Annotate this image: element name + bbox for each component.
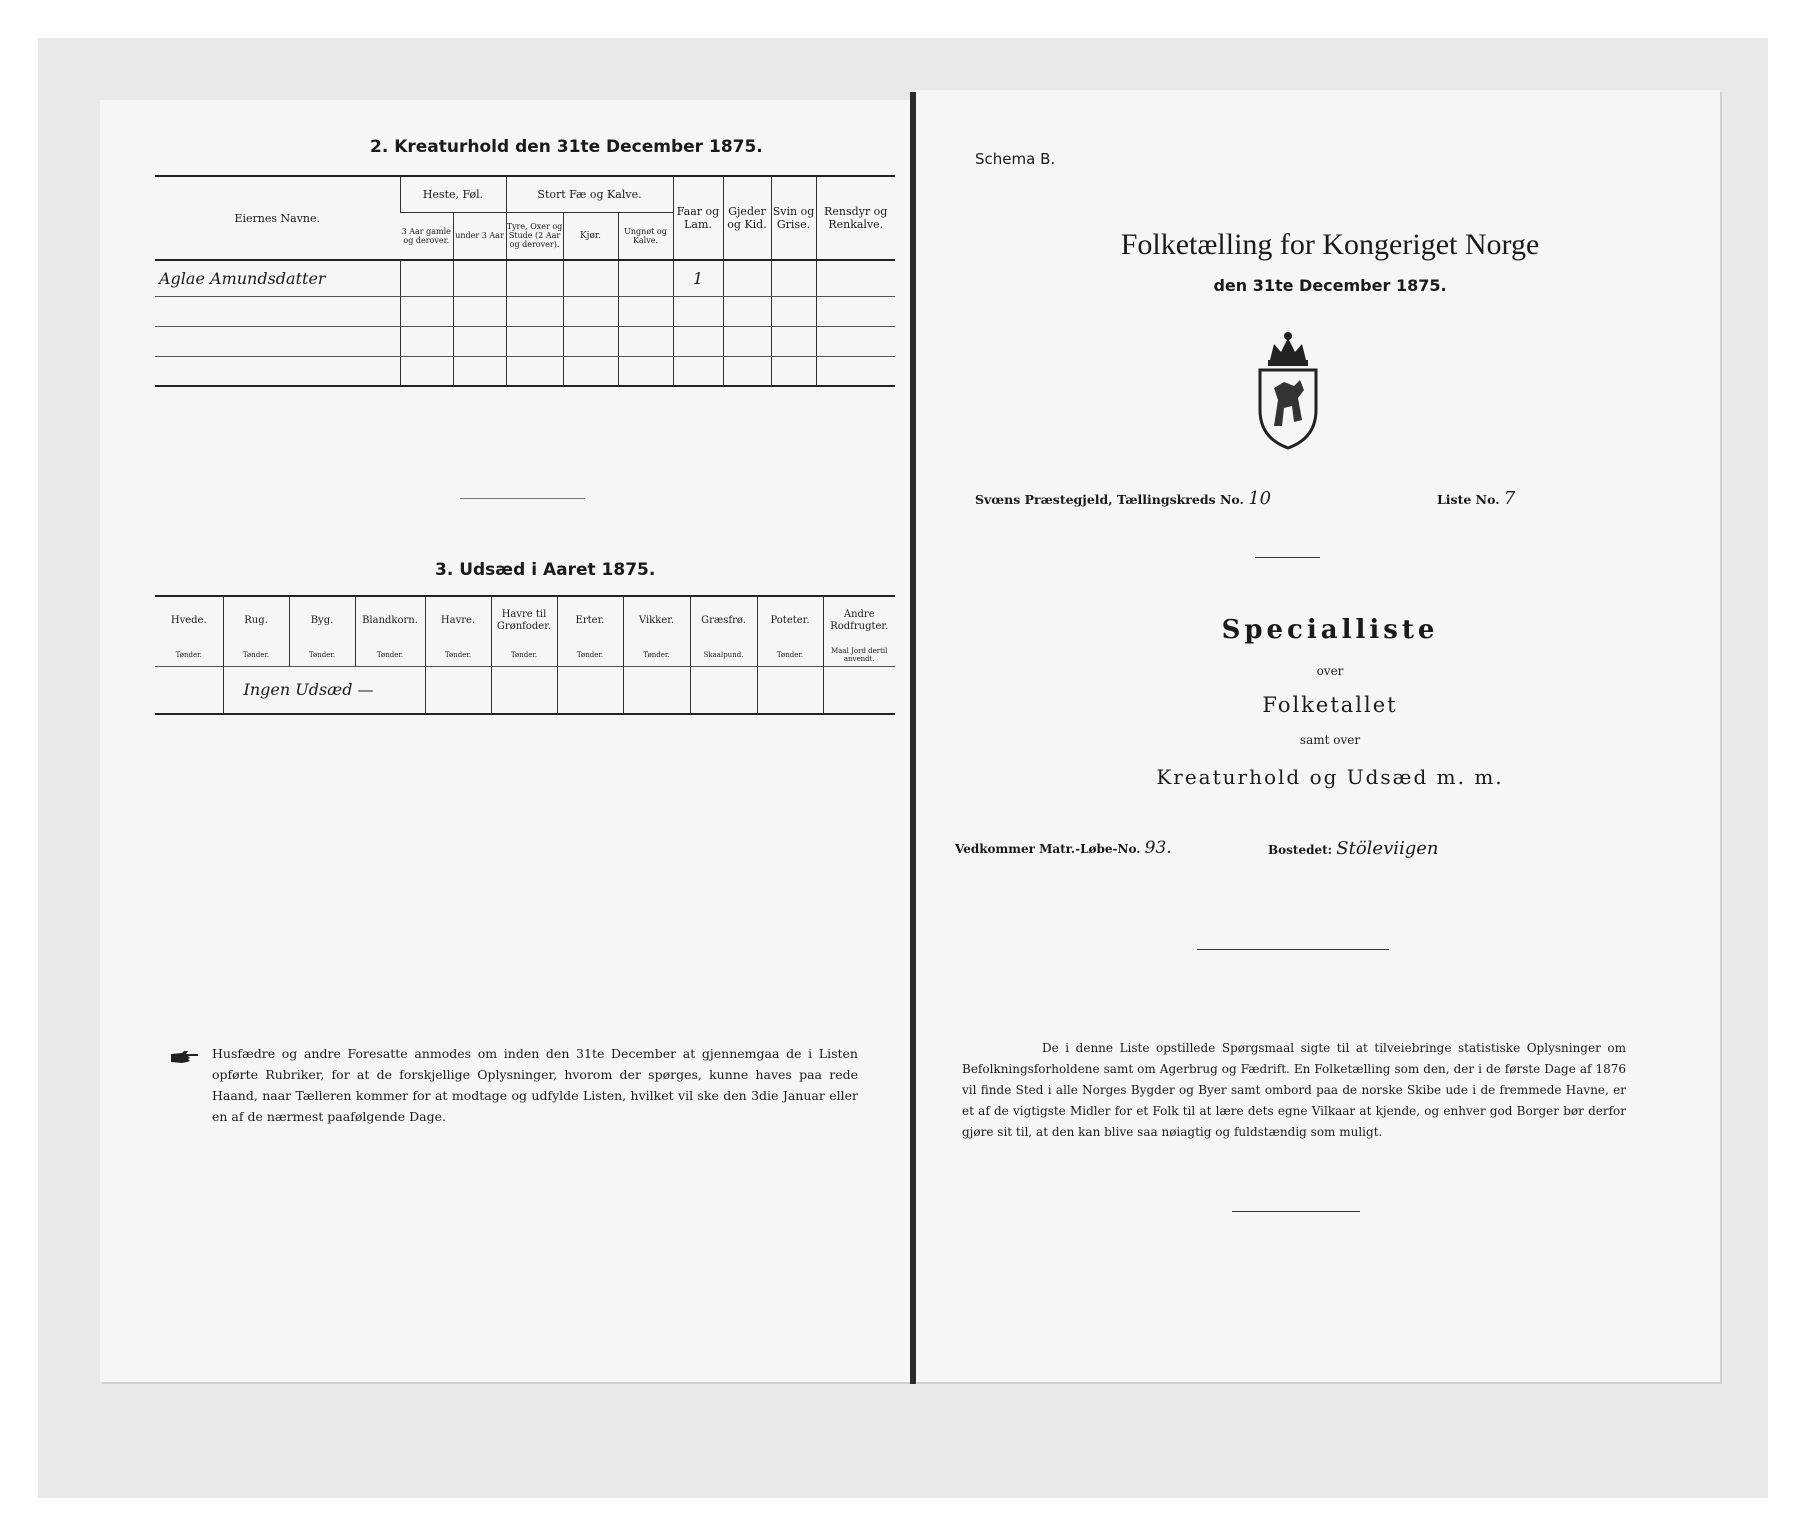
bottom-rule <box>1232 1211 1360 1212</box>
notice-text: Husfædre og andre Foresatte anmodes om inden den 31te December at gjennemgaa de i Listen opførte Rubriker, for at de forskjellige Oplysninger, hvorom der spørges, kunne haves paa rede Haand, naar Tælleren kommer for at modtage og udfylde Listen, hvilket vil ske den 3die Januar eller en af de nærmest paafølgende Dage. <box>212 1046 858 1124</box>
seed-handwriting: Ingen Udsæd — <box>223 666 425 714</box>
page-spine <box>910 92 916 1384</box>
seed-col-unit: Tønder. <box>223 644 289 666</box>
section3-title: 3. Udsæd i Aaret 1875. <box>435 560 656 580</box>
prestegjeld-line <box>975 488 1271 509</box>
seed-col-unit: Maal Jord dertil anvendt. <box>823 644 895 666</box>
norway-coat-of-arms-icon <box>1248 330 1328 450</box>
kreaturhold-text: Kreaturhold og Udsæd m. m. <box>1156 765 1504 789</box>
tyre-header: Tyre, Oxer og Stude (2 Aar og derover). <box>506 212 563 260</box>
section2-title: 2. Kreaturhold den 31te December 1875. <box>370 137 763 157</box>
folketallet-text: Folketallet <box>1262 693 1398 717</box>
stort-group-header: Stort Fæ og Kalve. <box>506 176 673 212</box>
info-paragraph: De i denne Liste opstillede Spørgsmaal sigte til at tilveiebringe statistiske Oplysninger om Befolkningsforholdene samt om Agerbrug og Fædrift. En Folketælling som den, der i de første Dage af 1876 vil finde Sted i alle Norges Bygder og Byer samt ombord paa de norske Skibe ude i de fremmede Havne, er et af de vigtigste Midler for et Folk til at lære dets egne Vilkaar at kjende, og enhver god Borger bør derfor gjøre sit til, at den kan blive saa nøiagtig og fuldstændig som muligt. <box>962 1041 1626 1139</box>
seed-col-header: Poteter. <box>757 596 823 644</box>
over-text: over <box>1316 664 1344 678</box>
seed-col-unit: Tønder. <box>757 644 823 666</box>
gjeder-header: Gjeder og Kid. <box>723 176 771 260</box>
kjor-header: Kjør. <box>563 212 618 260</box>
kreds-value: 10 <box>1248 488 1272 509</box>
matr-value: 93. <box>1144 838 1172 858</box>
faar-cell: 1 <box>673 260 723 296</box>
heste-old-header: 3 Aar gamle og derover. <box>401 226 451 245</box>
seed-col-header: Græsfrø. <box>690 596 757 644</box>
matr-line <box>955 838 1172 858</box>
seed-col-unit: Tønder. <box>557 644 623 666</box>
ungnot-header: Ungnøt og Kalve. <box>618 212 673 260</box>
faar-header: Faar og Lam. <box>673 176 723 260</box>
seed-col-header: Vikker. <box>623 596 690 644</box>
schema-label: Schema B. <box>975 150 1056 168</box>
seed-col-unit: Tønder. <box>289 644 355 666</box>
seed-col-unit: Tønder. <box>425 644 491 666</box>
seed-col-header: Andre Rodfrugter. <box>823 596 895 644</box>
heste-group-header: Heste, Føl. <box>400 176 506 212</box>
seed-col-header: Havre. <box>425 596 491 644</box>
seed-col-unit: Skaalpund. <box>690 644 757 666</box>
rensdyr-header: Rensdyr og Renkalve. <box>816 176 895 260</box>
seed-col-header: Hvede. <box>170 614 207 626</box>
owner-cell: Aglae Amundsdatter <box>155 260 400 296</box>
seed-col-header: Byg. <box>289 596 355 644</box>
liste-value: 7 <box>1503 488 1516 509</box>
specialliste-title: Specialliste <box>1221 615 1439 645</box>
main-title: Folketælling for Kongeriget Norge <box>1120 228 1540 261</box>
pointing-hand-icon <box>170 1049 200 1065</box>
matr-label: Vedkommer Matr.-Løbe-No. <box>955 842 1141 856</box>
short-rule <box>1255 557 1320 558</box>
seed-col-unit: Tønder. <box>491 644 557 666</box>
prestegjeld-label: Svœns Præstegjeld, <box>975 492 1113 507</box>
seed-col-unit: Tønder. <box>623 644 690 666</box>
liste-label: Liste No. <box>1437 492 1500 507</box>
heste-young-header: under 3 Aar <box>453 212 506 260</box>
svin-header: Svin og Grise. <box>771 176 816 260</box>
livestock-table <box>155 175 895 387</box>
seed-table <box>155 595 895 715</box>
col-owner-header: Eiernes Navne. <box>234 211 321 225</box>
mid-rule <box>1197 949 1389 950</box>
seed-col-header: Blandkorn. <box>355 596 425 644</box>
seed-col-unit: Tønder. <box>175 650 202 659</box>
seed-col-header: Rug. <box>223 596 289 644</box>
date-line: den 31te December 1875. <box>1213 276 1447 295</box>
seed-col-header: Havre til Grønfoder. <box>491 596 557 644</box>
bostedet-value: Stöleviigen <box>1336 838 1439 859</box>
samt-over-text: samt over <box>1299 733 1361 747</box>
bostedet-label: Bostedet: <box>1268 843 1333 857</box>
kreds-label: Tællingskreds No. <box>1116 492 1244 507</box>
bostedet-line <box>1268 838 1439 859</box>
liste-line <box>1437 488 1515 509</box>
divider-rule <box>460 498 585 499</box>
seed-col-header: Erter. <box>557 596 623 644</box>
seed-col-unit: Tønder. <box>355 644 425 666</box>
